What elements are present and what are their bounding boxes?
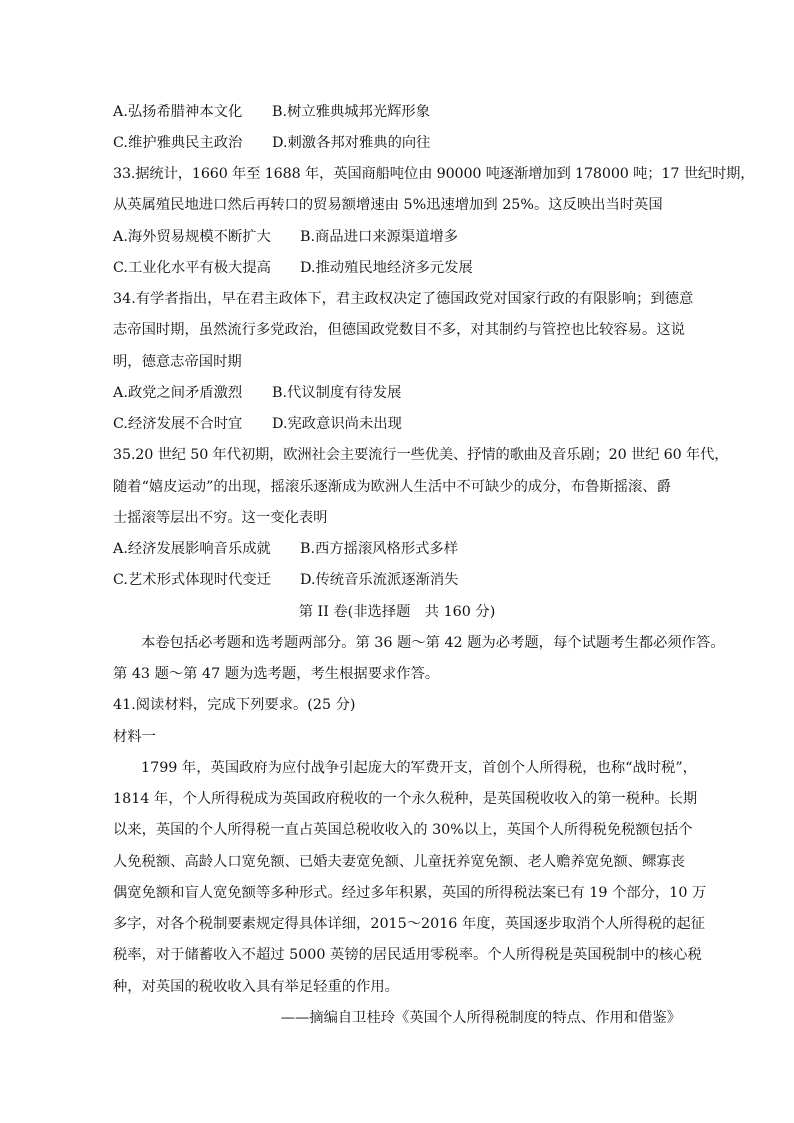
q41-stem: 41.阅读材料，完成下列要求。(25 分) [113,697,356,713]
q35-stem-line: 35.20 世纪 50 年代初期，欧洲社会主要流行一些优美、抒情的歌曲及音乐剧；20 世纪 60 年代， [113,447,729,463]
q33-stem-line: 33.据统计，1660 年至 1688 年，英国商船吨位由 90000 吨逐渐增加到 178000 吨；17 世纪时期， [113,166,755,182]
option-c: C.艺术形式体现时代变迁 [113,572,271,588]
material-line: 人免税额、高龄人口宽免额、已婚夫妻宽免额、儿童抚养宽免额、老人赡养宽免额、鳏寡丧 [113,854,685,870]
q35-stem-line: 随着“嬉皮运动”的出现，摇滚乐逐渐成为欧洲人生活中不可缺少的成分，布鲁斯摇滚、爵 [113,479,671,495]
material-line: 税率，对于储蓄收入不超过 5000 英镑的居民适用零税率。个人所得税是英国税制中的核心税 [113,947,702,963]
q34-stem-line: 34.有学者指出，早在君主政体下，君主政权决定了德国政党对国家行政的有限影响；到德意 [113,291,694,307]
q34-stem-line: 明，德意志帝国时期 [113,354,242,370]
option-b: B.代议制度有待发展 [272,385,402,401]
material-line: 偶宽免额和盲人宽免额等多种形式。经过多年积累，英国的所得税法案已有 19 个部分，10 万 [113,885,707,901]
section-intro-line: 第 43 题～第 47 题为选考题，考生根据要求作答。 [113,666,440,682]
option-c: C.维护雅典民主政治 [113,135,243,151]
option-b: B.西方摇滚风格形式多样 [300,541,459,557]
q33-stem-line: 从英属殖民地进口然后再转口的贸易额增速由 5%迅速增加到 25%。这反映出当时英国 [113,197,663,213]
option-d: D.刺激各邦对雅典的向往 [272,135,431,151]
material-source: ——摘编自卫桂玲《英国个人所得税制度的特点、作用和借鉴》 [280,1010,681,1026]
option-d: D.宪政意识尚未出现 [272,416,402,432]
option-b: B.树立雅典城邦光辉形象 [272,104,431,120]
option-a: A.海外贸易规模不断扩大 [113,229,271,245]
section-intro-line: 本卷包括必考题和选考题两部分。第 36 题～第 42 题为必考题，每个试题考生都必须作答。 [141,635,725,651]
material-line: 1814 年，个人所得税成为英国政府税收的一个永久税种，是英国税收收入的第一税种。长期 [113,791,698,807]
option-d: D.推动殖民地经济多元发展 [300,260,473,276]
option-a: A.弘扬希腊神本文化 [113,104,243,120]
q35-stem-line: 士摇滚等层出不穷。这一变化表明 [113,510,328,526]
material-line: 以来，英国的个人所得税一直占英国总税收收入的 30%以上，英国个人所得税免税额包括个 [113,822,693,838]
option-b: B.商品进口来源渠道增多 [300,229,459,245]
option-c: C.工业化水平有极大提高 [113,260,271,276]
option-a: A.经济发展影响音乐成就 [113,541,271,557]
q34-stem-line: 志帝国时期，虽然流行多党政治，但德国政党数目不多，对其制约与管控也比较容易。这说 [113,322,685,338]
material-line: 种，对英国的税收收入具有举足轻重的作用。 [113,979,399,995]
section-title: 第 II 卷(非选择题 共 160 分) [298,604,496,620]
material-line: 1799 年，英国政府为应付战争引起庞大的军费开支，首创个人所得税，也称“战时税”， [141,760,697,776]
option-a: A.政党之间矛盾激烈 [113,385,243,401]
material-label: 材料一 [113,729,156,745]
q32-option-row-1 [113,102,242,122]
option-c: C.经济发展不合时宜 [113,416,243,432]
option-d: D.传统音乐流派逐渐消失 [300,572,459,588]
material-line: 多字，对各个税制要素规定得具体详细，2015～2016 年度，英国逐步取消个人所得税的起征 [113,916,705,932]
